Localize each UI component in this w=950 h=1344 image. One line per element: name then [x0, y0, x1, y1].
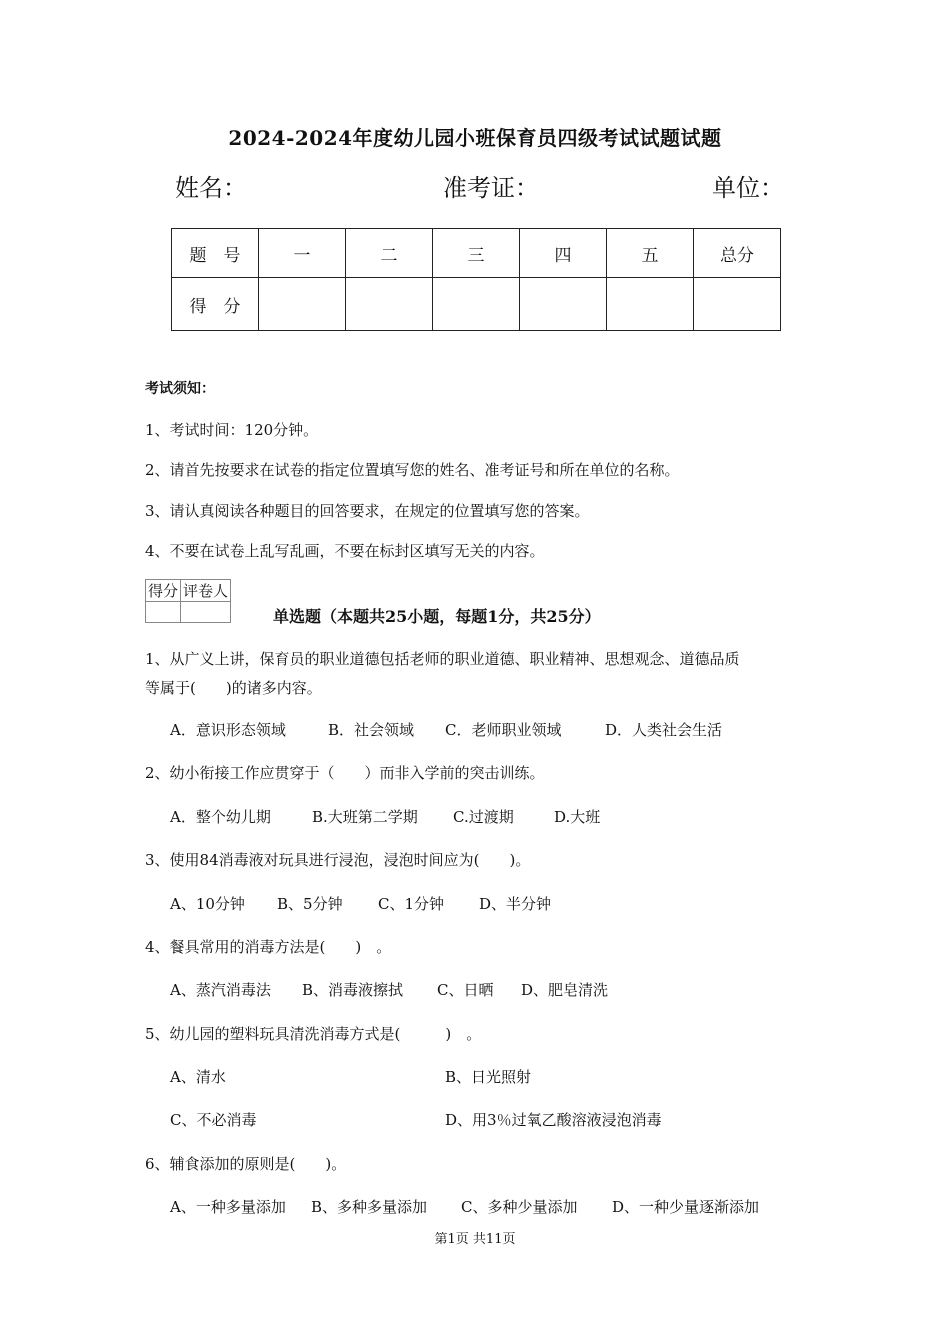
q1-option-a[interactable]: A．意识形态领域: [170, 721, 286, 739]
question-6: 6、辅食添加的原则是( )。: [145, 1155, 347, 1173]
q4-option-b[interactable]: B、消毒液擦拭: [302, 981, 404, 999]
grader-name-label: 评卷人: [181, 580, 231, 602]
q4-option-d[interactable]: D、肥皂清洗: [521, 981, 609, 999]
grader-score-label: 得分: [146, 580, 181, 602]
q6-option-b[interactable]: B、多种多量添加: [311, 1198, 428, 1216]
unit-label: 单位：: [712, 174, 784, 202]
q1-option-b[interactable]: B．社会领域: [328, 721, 415, 739]
exam-id-label: 准考证：: [443, 174, 539, 202]
score-cell-3[interactable]: [433, 278, 520, 331]
header-cell-3: 三: [433, 229, 520, 278]
question-4: 4、餐具常用的消毒方法是( ) 。: [145, 938, 392, 956]
notice-item-4: 4、不要在试卷上乱写乱画，不要在标封区填写无关的内容。: [145, 542, 545, 560]
q1-option-c[interactable]: C．老师职业领域: [445, 721, 562, 739]
grader-table: [145, 579, 231, 623]
section-title: 单选题（本题共25小题，每题1分，共25分）: [273, 607, 601, 626]
grader-score-cell[interactable]: [146, 602, 181, 623]
header-cell-4: 四: [520, 229, 607, 278]
q3-option-c[interactable]: C、1分钟: [378, 895, 445, 913]
notice-item-2: 2、请首先按要求在试卷的指定位置填写您的姓名、准考证号和所在单位的名称。: [145, 461, 680, 479]
notice-title: 考试须知：: [145, 381, 215, 397]
header-cell-total: 总分: [694, 229, 781, 278]
q6-option-d[interactable]: D、一种少量逐渐添加: [612, 1198, 760, 1216]
q2-option-d[interactable]: D.大班: [554, 808, 601, 826]
q5-option-c[interactable]: C、不必消毒: [170, 1111, 257, 1129]
q6-option-a[interactable]: A、一种多量添加: [170, 1198, 286, 1216]
header-cell-5: 五: [607, 229, 694, 278]
q4-option-a[interactable]: A、蒸汽消毒法: [170, 981, 271, 999]
q2-option-c[interactable]: C.过渡期: [453, 808, 514, 826]
q5-option-b[interactable]: B、日光照射: [445, 1068, 532, 1086]
q5-option-a[interactable]: A、清水: [170, 1068, 226, 1086]
score-cell-5[interactable]: [607, 278, 694, 331]
score-cell-2[interactable]: [346, 278, 433, 331]
q3-option-b[interactable]: B、5分钟: [277, 895, 343, 913]
question-1-line-1: 1、从广义上讲，保育员的职业道德包括老师的职业道德、职业精神、思想观念、道德品质: [145, 650, 740, 668]
q4-option-c[interactable]: C、日晒: [437, 981, 494, 999]
notice-item-1: 1、考试时间：120分钟。: [145, 421, 319, 439]
question-3: 3、使用84消毒液对玩具进行浸泡，浸泡时间应为( )。: [145, 851, 531, 869]
header-cell-1: 一: [259, 229, 346, 278]
notice-item-3: 3、请认真阅读各种题目的回答要求，在规定的位置填写您的答案。: [145, 502, 590, 520]
q2-option-b[interactable]: B.大班第二学期: [312, 808, 418, 826]
question-2: 2、幼小衔接工作应贯穿于（ ）而非入学前的突击训练。: [145, 764, 545, 782]
name-label: 姓名：: [175, 174, 247, 202]
score-cell-total[interactable]: [694, 278, 781, 331]
question-5: 5、幼儿园的塑料玩具清洗消毒方式是( ) 。: [145, 1025, 482, 1043]
header-cell-label: 题 号: [172, 229, 259, 278]
q2-option-a[interactable]: A．整个幼儿期: [170, 808, 271, 826]
header-cell-2: 二: [346, 229, 433, 278]
score-cell-1[interactable]: [259, 278, 346, 331]
question-1-line-2: 等属于( )的诸多内容。: [145, 679, 322, 697]
grader-name-cell[interactable]: [181, 602, 231, 623]
q5-option-d[interactable]: D、用3％过氧乙酸溶液浸泡消毒: [445, 1111, 662, 1129]
q1-option-d[interactable]: D．人类社会生活: [605, 721, 723, 739]
q3-option-a[interactable]: A、10分钟: [170, 895, 245, 913]
score-row-label: 得 分: [172, 278, 259, 331]
score-table-header-row: [172, 229, 781, 278]
page-footer: 第1页 共11页: [434, 1232, 516, 1247]
q3-option-d[interactable]: D、半分钟: [479, 895, 552, 913]
exam-title: 2024-2024年度幼儿园小班保育员四级考试试题试题: [228, 126, 722, 150]
score-table: [171, 228, 781, 331]
q6-option-c[interactable]: C、多种少量添加: [461, 1198, 578, 1216]
score-table-score-row: [172, 278, 781, 331]
score-cell-4[interactable]: [520, 278, 607, 331]
